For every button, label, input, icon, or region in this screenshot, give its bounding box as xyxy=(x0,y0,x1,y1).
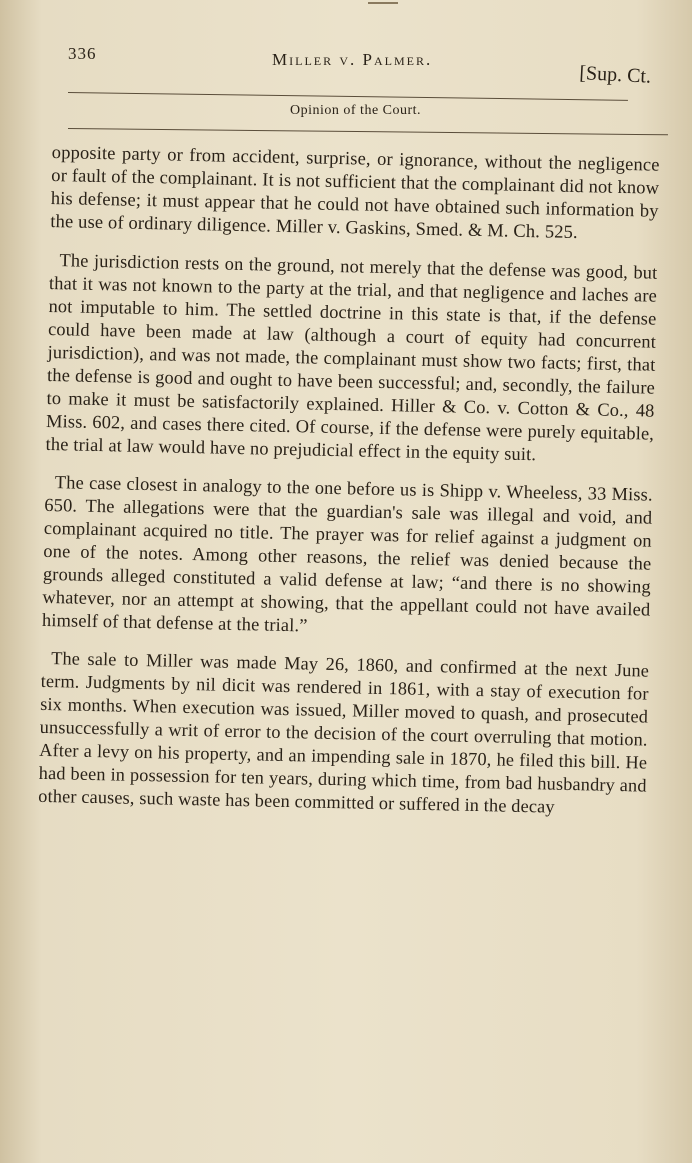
top-edge-mark xyxy=(368,2,398,8)
header-rule-bottom xyxy=(68,128,668,135)
paragraph-3: The case closest in analogy to the one before us is Shipp v. Wheeless, 33 Miss. 650. The allegations were that the guardian's sale was illegal and void, and complainant acquired no title. The prayer was for relief against a judgment on one of the notes. Among other reasons, the relief was denied because the grounds alleged constituted a valid defense at law; “and there is no showing whatever, nor an attempt at showing, that the appellant could not have availed himself of that defense at the trial.” xyxy=(41,472,653,636)
court-tag: [Sup. Ct. xyxy=(578,62,652,88)
running-title: Miller v. Palmer. xyxy=(272,50,433,69)
page-number: 336 xyxy=(68,44,97,63)
header-rule-top xyxy=(68,92,628,101)
section-heading: Opinion of the Court. xyxy=(290,103,422,118)
paragraph-2: The jurisdiction rests on the ground, not merely that the defense was good, but that it was not known to the party at the trial, and that negligence and laches are not imputable to him. The settled doctrine in this state is that, if the defense could have been made at law (although a court of equity had concurrent jurisdiction), and was not made, the complainant must show two facts; first, that the defense is good and ought to have been successful; and, secondly, the failure to make it must be satisfactorily explained. Hiller & Co. v. Cotton & Co., 48 Miss. 602, and cases there cited. Of course, if the defense were purely equitable, the trial at law would have no prejudicial effect in the equity suit. xyxy=(45,250,658,465)
paragraph-4: The sale to Miller was made May 26, 1860, and confirmed at the next June term. Judgments by nil dicit was rendered in 1861, with a stay of execution for six months. When execution was issued, Miller moved to quash, and prosecuted unsuccessfully a writ of error to the decision of the court overruling that motion. After a levy on his property, and an impending sale in 1870, he filed this bill. He had been in possession for ten years, during which time, from bad husbandry and other causes, such waste has been committed or suffered in the decay xyxy=(38,648,650,817)
paragraph-1: opposite party or from accident, surprise, or ignorance, without the negligence or fault of the complainant. It is not sufficient that the complainant did not know his defense; it must appear that he could not have obtained such information by the use of ordinary diligence. Miller v. Gaskins, Smed. & M. Ch. 525. xyxy=(50,142,660,244)
page-header xyxy=(0,40,692,88)
body-text xyxy=(38,142,660,836)
